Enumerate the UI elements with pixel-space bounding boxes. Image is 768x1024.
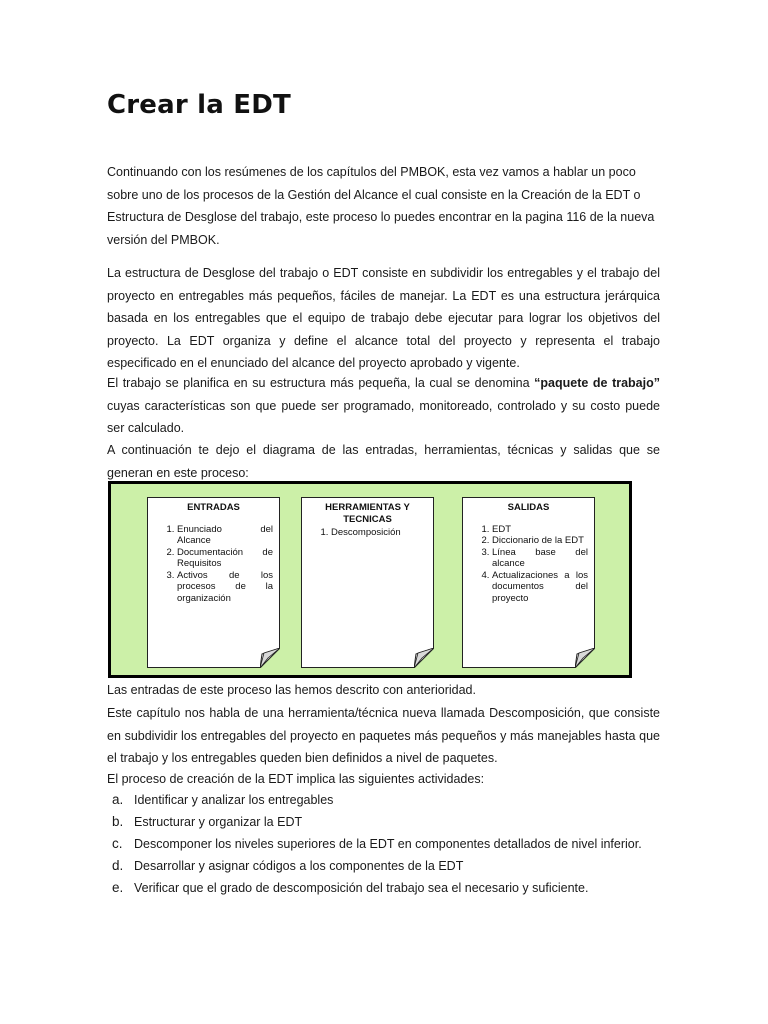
- text-segment: El trabajo se planifica en su estructura más pequeña, la cual se denomina: [107, 376, 535, 390]
- tools-list: [302, 527, 433, 539]
- outputs-list: [463, 524, 594, 605]
- page-fold-icon: [575, 648, 595, 668]
- output-item: 3. Línea base del alcance: [492, 547, 588, 570]
- page-fold-icon: [260, 648, 280, 668]
- input-item: 3. Activos de los procesos de la organización: [177, 570, 273, 605]
- text-line: proyecto. La EDT organiza y define el alcance total del proyecto y representa el trabajo: [107, 333, 660, 348]
- text-line: ser calculado.: [107, 421, 185, 435]
- activity-text: Descomponer los niveles superiores de la EDT en componentes detallados de nivel inferior.: [134, 837, 642, 851]
- text-line: Estructura de Desglose del trabajo, este proceso lo puedes encontrar en la pagina 116 de la nueva: [107, 210, 655, 224]
- tools-document: [301, 497, 434, 668]
- list-marker: b.: [112, 814, 124, 829]
- page-fold-icon: [414, 648, 434, 668]
- activity-text: Estructurar y organizar la EDT: [134, 815, 303, 829]
- inputs-title: ENTRADAS: [187, 502, 240, 513]
- activity-text: Desarrollar y asignar códigos a los componentes de la EDT: [134, 859, 464, 873]
- activity-item: [112, 833, 642, 855]
- output-item: 4. Actualizaciones a los documentos del proyecto: [492, 570, 588, 605]
- list-marker: a.: [112, 792, 124, 807]
- activity-item: [112, 811, 642, 833]
- text-line: versión del PMBOK.: [107, 232, 220, 247]
- inputs-document: [147, 497, 280, 668]
- text-line: A continuación te dejo el diagrama de las entradas, herramientas, técnicas y salidas que se: [107, 443, 660, 457]
- ito-diagram: [108, 481, 632, 678]
- text-line: el trabajo y los entregables queden bien definidos a nivel de paquetes.: [107, 751, 498, 765]
- text-line: [107, 372, 660, 395]
- paragraph-work-package: [107, 372, 660, 440]
- text-line: El proceso de creación de la EDT implica las siguientes actividades:: [107, 772, 485, 786]
- activity-item: [112, 789, 642, 811]
- list-marker: c.: [112, 836, 123, 851]
- text-line: sobre uno de los procesos de la Gestión del Alcance el cual consiste en la Creación de la EDT o: [107, 187, 641, 202]
- page-title: Crear la EDT: [107, 90, 291, 120]
- text-line: cuyas características son que puede ser programado, monitoreado, controlado y su costo puede: [107, 398, 660, 413]
- inputs-list: [148, 524, 279, 605]
- activity-text: Identificar y analizar los entregables: [134, 793, 334, 807]
- tool-item: 1. Descomposición: [331, 527, 427, 539]
- text-line: especificado en el enunciado del alcance del proyecto aprobado y vigente.: [107, 356, 520, 370]
- text-line: Este capítulo nos habla de una herramienta/técnica nueva llamada Descomposición, que consiste: [107, 706, 660, 720]
- tools-title-line: TECNICAS: [343, 513, 392, 525]
- tools-title-line: HERRAMIENTAS Y: [325, 502, 410, 513]
- activity-item: [112, 877, 642, 899]
- paragraph-activities-intro: [107, 768, 660, 791]
- text-line: basada en los entregables que el equipo de trabajo debe ejecutar para lograr los objetivos del: [107, 311, 660, 325]
- text-line: proyecto en entregables más pequeños, fáciles de manejar. La EDT es una estructura jerárquica: [107, 288, 660, 303]
- paragraph-edt-definition: [107, 262, 660, 375]
- input-item: 2. Documentación de Requisitos: [177, 547, 273, 570]
- input-item: 1. Enunciado del Alcance: [177, 524, 273, 547]
- text-line: La estructura de Desglose del trabajo o EDT consiste en subdividir los entregables y el trabajo del: [107, 266, 660, 280]
- paragraph-inputs-note: [107, 679, 660, 702]
- output-item: 2. Diccionario de la EDT: [492, 535, 588, 547]
- activity-text: Verificar que el grado de descomposición del trabajo sea el necesario y suficiente.: [134, 881, 589, 895]
- outputs-document: [462, 497, 595, 668]
- paragraph-decomposition: [107, 702, 660, 770]
- paragraph-diagram-intro: [107, 439, 660, 484]
- text-line: en subdividir los entregables del proyecto en paquetes más pequeños y más manejables hasta que: [107, 728, 660, 743]
- text-line: Continuando con los resúmenes de los capítulos del PMBOK, esta vez vamos a hablar un poco: [107, 165, 636, 179]
- outputs-title: SALIDAS: [507, 502, 550, 513]
- list-marker: e.: [112, 880, 124, 895]
- list-marker: d.: [112, 858, 124, 873]
- tools-title: [302, 502, 433, 525]
- output-item: 1. EDT: [492, 524, 588, 536]
- text-line: Las entradas de este proceso las hemos descrito con anterioridad.: [107, 683, 476, 697]
- activity-item: [112, 855, 642, 877]
- work-package-term: “paquete de trabajo”: [534, 376, 660, 390]
- text-line: generan en este proceso:: [107, 465, 249, 480]
- activities-list: [112, 789, 642, 899]
- paragraph-intro: [107, 161, 660, 251]
